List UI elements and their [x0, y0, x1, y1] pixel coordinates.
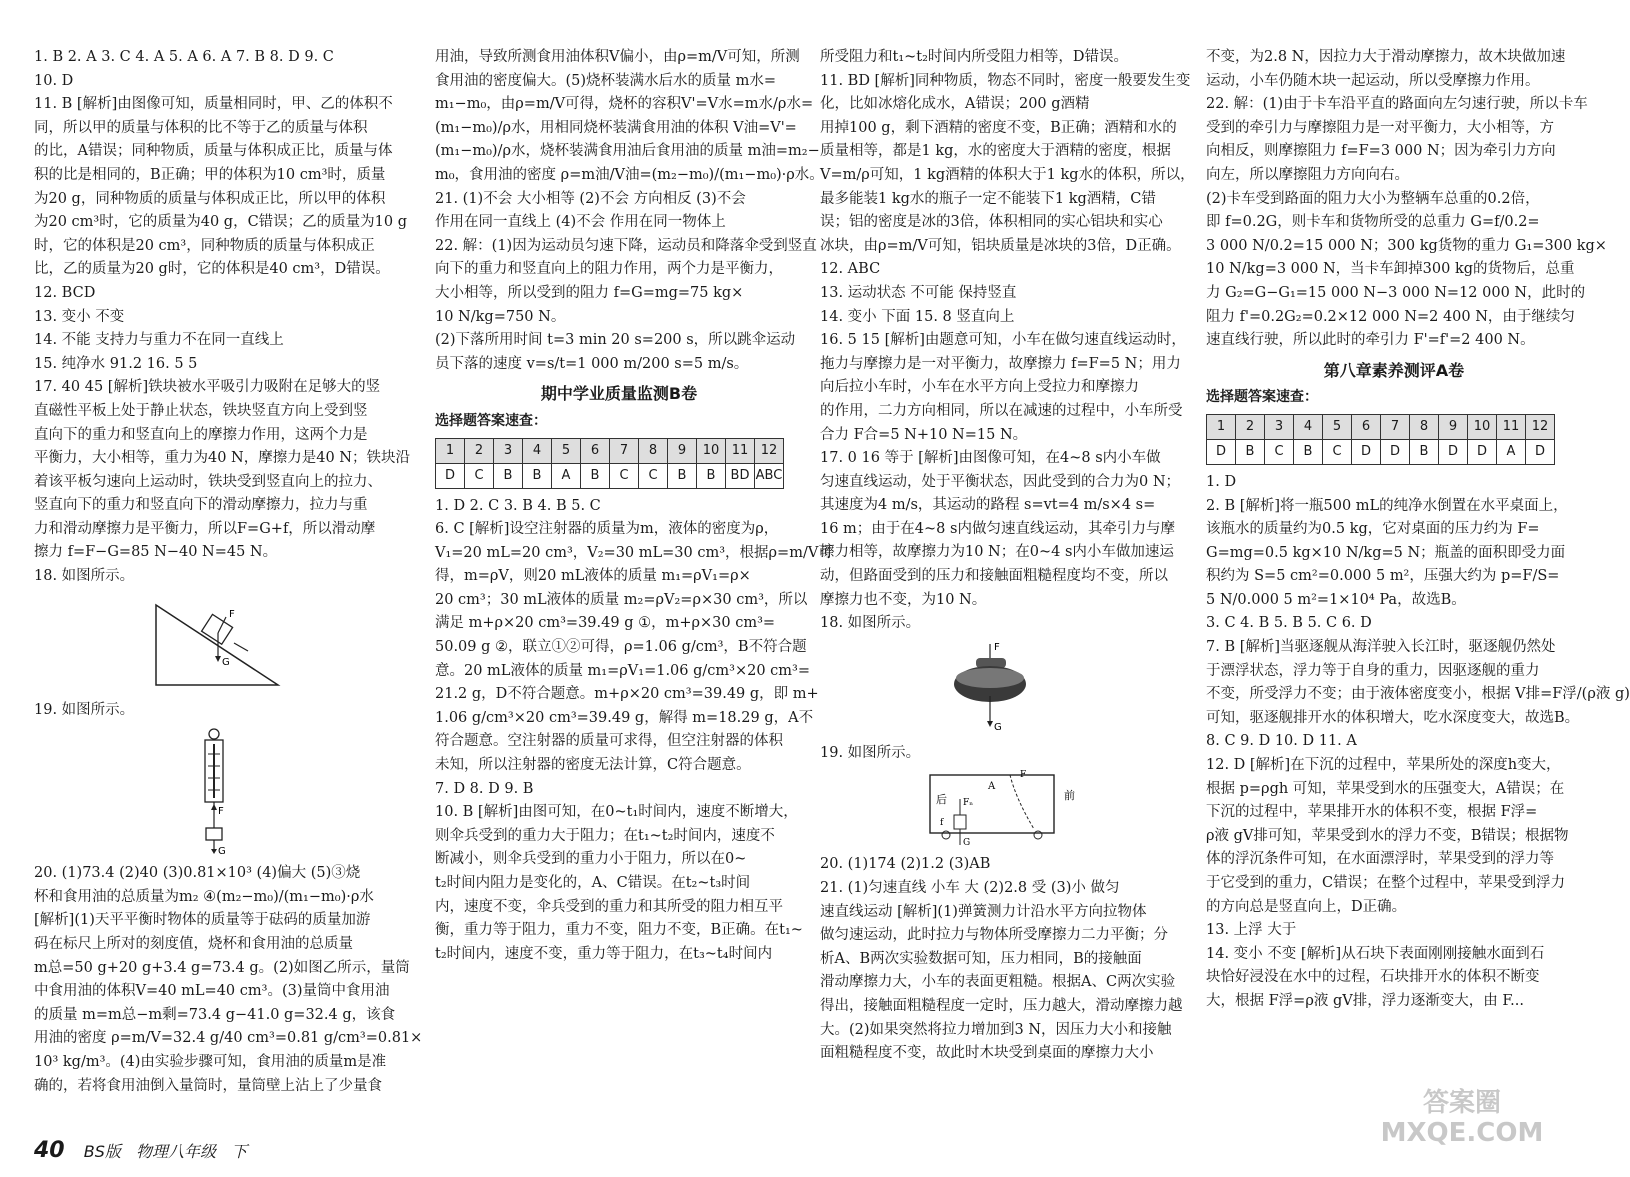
- text-line: 18. 如图所示。: [34, 568, 135, 585]
- figure-18-incline: [34, 593, 416, 693]
- page-number: 40: [34, 1138, 65, 1163]
- text-line: t₂时间内阻力是变化的，A、C错误。在t₂~t₃时间: [435, 875, 751, 891]
- svg-text:F: F: [218, 806, 224, 818]
- text-line: 直向下的重力和竖直向上的摩擦力作用，这两个力是: [34, 426, 368, 443]
- column-3: [820, 46, 1195, 1126]
- text-line: ρ液 gV排可知，苹果受到水的浮力不变，B错误；根据物: [1206, 827, 1569, 844]
- text-line: G=mg=0.5 kg×10 N/kg=5 N；瓶盖的面积即受力面: [1206, 544, 1566, 561]
- label-f: F: [1020, 770, 1027, 781]
- text-line: 向后拉小车时，小车在水平方向上受拉力和摩擦力: [820, 379, 1139, 396]
- text-line: 该瓶水的质量约为0.5 kg，它对桌面的压力约为 F=: [1206, 521, 1540, 538]
- svg-text:G: G: [218, 846, 226, 858]
- text-line: 的方向总是竖直向上，D正确。: [1206, 898, 1407, 915]
- answer-cell: 6: [1352, 414, 1381, 439]
- text-line: 3. C 4. B 5. B 5. C 6. D: [1206, 615, 1372, 632]
- column-4: [1206, 46, 1630, 1126]
- answer-cell: D: [436, 463, 465, 488]
- text-line: 做匀速运动，此时拉力与物体所受摩擦力二力平衡；分: [820, 927, 1168, 944]
- text-line: 中食用油的体积V=40 mL=40 cm³。(3)量筒中食用油: [34, 983, 390, 1000]
- text-line: m₀，食用油的密度 ρ=m油/V油=(m₂−m₀)/(m₁−m₀)·ρ水。: [435, 166, 824, 183]
- text-line: 10 N/kg=3 000 N，当卡车卸掉300 kg的货物后，总重: [1206, 261, 1575, 278]
- label-g: G: [963, 838, 971, 849]
- answer-quick-check-label: 选择题答案速查：: [435, 412, 547, 429]
- text-line: m总=50 g+20 g+3.4 g=73.4 g。(2)如图乙所示，量筒: [34, 959, 410, 976]
- text-line: 即 f=0.2G，则卡车和货物所受的总重力 G=f/0.2=: [1206, 214, 1540, 231]
- answer-cell: BD: [726, 463, 755, 488]
- text-line: 10 N/kg=750 N。: [435, 308, 566, 325]
- text-line: 20. (1)73.4 (2)40 (3)0.81×10³ (4)偏大 (5)③烧: [34, 865, 361, 882]
- text-line: 冰块，由ρ=m/V可知，铝块质量是冰块的3倍，D正确。: [820, 237, 1181, 254]
- answer-cell: C: [465, 463, 494, 488]
- figure-19-spring-scale: [34, 726, 416, 856]
- column-1: [34, 46, 423, 1126]
- text-line: 向左，所以摩擦阻力方向向右。: [1206, 166, 1409, 183]
- spring-scale-diagram: [34, 726, 416, 856]
- text-line: 析A、B两次实验数据可知，压力相同，B的接触面: [820, 950, 1142, 967]
- text-line: 1. D 2. C 3. B 4. B 5. C: [435, 497, 601, 514]
- text-line: 17. 40 45 [解析]铁块被水平吸引力吸附在足够大的竖: [34, 379, 381, 396]
- text-line: m₁−m₀，由ρ=m/V可得，烧杯的容积V'=V水=m水/ρ水=: [435, 96, 814, 113]
- text-line: 14. 变小 不变 [解析]从石块下表面刚刚接触水面到石: [1206, 945, 1545, 962]
- answer-table-ch8-a: [1206, 414, 1555, 465]
- label-fn: Fₙ: [963, 798, 974, 809]
- text-line: 化，比如冰熔化成水，A错误；200 g酒精: [820, 96, 1090, 113]
- answer-cell: 8: [1410, 414, 1439, 439]
- text-line: 运动，小车仍随木块一起运动，所以受摩擦力作用。: [1206, 72, 1540, 89]
- section-title-ch8-a: 第八章素养测评A卷: [1323, 360, 1465, 380]
- text-line: 12. ABC: [820, 261, 881, 278]
- text-line: 13. 变小 不变: [34, 308, 125, 325]
- text-line: 擦力 f=F−G=85 N−40 N=45 N。: [34, 544, 278, 561]
- text-line: 阻力 f'=0.2G₂=0.2×12 000 N=2 400 N，由于继续匀: [1206, 308, 1575, 325]
- text-line: 着该平板匀速向上运动时，铁块受到竖直向上的拉力、: [34, 473, 382, 490]
- text-line: 15. 纯净水 91.2 16. 5 5: [34, 355, 198, 372]
- svg-text:G: G: [222, 656, 230, 668]
- answer-cell: 3: [494, 438, 523, 463]
- text-line: 5 N/0.000 5 m²=1×10⁴ Pa，故选B。: [1206, 591, 1466, 608]
- answer-cell: B: [1410, 439, 1439, 464]
- answer-cell: 2: [1236, 414, 1265, 439]
- text-line: 摩擦力也不变，为10 N。: [820, 591, 987, 608]
- svg-text:答案圈: 答案圈: [1422, 1088, 1502, 1118]
- text-line: 杯和食用油的总质量为m₂ ④(m₂−m₀)/(m₁−m₀)·ρ水: [34, 888, 374, 905]
- text-line: 最多能装1 kg水的瓶子一定不能装下1 kg酒精，C错: [820, 190, 1156, 207]
- answer-cell: 2: [465, 438, 494, 463]
- section-title-midterm-b: 期中学业质量监测B卷: [540, 384, 698, 404]
- text-line: 21.2 g，D不符合题意。m+ρ×20 cm³=39.49 g，即 m+: [435, 686, 819, 703]
- answer-cell: 9: [668, 438, 697, 463]
- answer-cell: 5: [552, 438, 581, 463]
- answer-cell: 3: [1265, 414, 1294, 439]
- text-line: 受到的牵引力与摩擦阻力是一对平衡力，大小相等，方: [1206, 119, 1554, 136]
- edition-label: BS版: [83, 1142, 121, 1161]
- answer-cell: 5: [1323, 414, 1352, 439]
- answer-cell: C: [610, 463, 639, 488]
- svg-text:F: F: [229, 608, 235, 620]
- text-line: 时，它的体积是20 cm³，同种物质的质量与体积成正: [34, 237, 375, 254]
- answer-cell: 11: [726, 438, 755, 463]
- text-line: 同，所以甲的质量与体积的比不等于乙的质量与体积: [34, 119, 368, 136]
- text-line: 用掉100 g，剩下酒精的密度不变，B正确；酒精和水的: [820, 119, 1177, 136]
- q19-label: 19. 如图所示。: [34, 701, 135, 718]
- volume-label: 下: [231, 1142, 248, 1161]
- page-footer: [34, 1138, 257, 1163]
- answer-cell: 11: [1497, 414, 1526, 439]
- text-line: 20. (1)174 (2)1.2 (3)AB: [820, 856, 991, 873]
- figure-19-cart: [820, 769, 1184, 847]
- text-line: 不变，所受浮力不变；由于液体密度变小，根据 V排=F浮/(ρ液 g): [1206, 686, 1630, 703]
- answer-cell: A: [552, 463, 581, 488]
- text-line: (m₁−m₀)/ρ水，用相同烧杯装满食用油的体积 V油=V'=: [435, 119, 797, 136]
- answer-cell: C: [639, 463, 668, 488]
- svg-text:G: G: [994, 721, 1002, 733]
- text-line: 滑动摩擦力大，小车的表面更粗糙。根据A、C两次实验: [820, 974, 1176, 991]
- text-line: 14. 变小 下面 15. 8 竖直向上: [820, 308, 1015, 325]
- answer-cell: 6: [581, 438, 610, 463]
- answer-cell: 8: [639, 438, 668, 463]
- text-line: 员下落的速度 v=s/t=1 000 m/200 s=5 m/s。: [435, 355, 749, 372]
- text-line: 1. D: [1206, 473, 1237, 490]
- answer-cell: D: [1439, 439, 1468, 464]
- text-line: 内，速度不变，伞兵受到的重力和其所受的阻力相互平: [435, 898, 783, 915]
- answer-cell: B: [697, 463, 726, 488]
- text-line: 16. 5 15 [解析]由题意可知，小车在做匀速直线运动时，: [820, 332, 1186, 349]
- text-line: 21. (1)匀速直线 小车 大 (2)2.8 受 (3)小 做匀: [820, 880, 1120, 897]
- answer-cell: B: [523, 463, 552, 488]
- text-line: 码在标尺上所对的刻度值，烧杯和食用油的总质量: [34, 936, 353, 953]
- text-line: 用油，导致所测食用油体积V偏小，由ρ=m/V可知，所测: [435, 49, 800, 65]
- answer-cell: D: [1381, 439, 1410, 464]
- text-line: V=m/ρ可知，1 kg酒精的体积大于1 kg水的体积，所以，: [820, 166, 1195, 183]
- text-line: 质量相等，都是1 kg，水的密度大于酒精的密度，根据: [820, 143, 1171, 160]
- text-line: 22. 解：(1)因为运动员匀速下降，运动员和降落伞受到竖直: [435, 237, 817, 254]
- answer-cell: 12: [755, 438, 784, 463]
- text-line: 17. 0 16 等于 [解析]由图像可知，在4~8 s内小车做: [820, 450, 1161, 467]
- curling-stone-diagram: [820, 640, 1184, 736]
- text-line: (2)卡车受到路面的阻力大小为整辆车总重的0.2倍，: [1206, 190, 1540, 207]
- answer-cell: B: [668, 463, 697, 488]
- answer-cell: 1: [1207, 414, 1236, 439]
- answer-cell: C: [1323, 439, 1352, 464]
- figure-18-curling-stone: [820, 640, 1184, 736]
- svg-text:MXQE.COM: MXQE.COM: [1380, 1118, 1544, 1148]
- text-line: 22. 解：(1)由于卡车沿平直的路面向左匀速行驶，所以卡车: [1206, 96, 1588, 113]
- text-line: 的质量 m=m总−m剩=73.4 g−41.0 g=32.4 g，该食: [34, 1006, 396, 1023]
- answer-cell: 1: [436, 438, 465, 463]
- text-line: 断减小，则伞兵受到的重力小于阻力，所以在0~: [435, 851, 747, 868]
- text-line: 8. C 9. D 10. D 11. A: [1206, 733, 1357, 750]
- text-line: 13. 运动状态 不可能 保持竖直: [820, 284, 1017, 301]
- text-line: 拖力与摩擦力是一对平衡力，故摩擦力 f=F=5 N；用力: [820, 355, 1181, 372]
- text-line: 的作用，二力方向相同，所以在减速的过程中，小车所受: [820, 402, 1183, 419]
- text-line: 不变，为2.8 N，因拉力大于滑动摩擦力，故木块做加速: [1206, 49, 1566, 65]
- text-line: 衡，重力等于阻力，重力不变，阻力不变，B正确。在t₁~: [435, 922, 803, 939]
- text-line: 积约为 S=5 cm²=0.000 5 m²，压强大约为 p=F/S=: [1206, 568, 1560, 585]
- text-line: 竖直向下的重力和竖直向下的滑动摩擦力，拉力与重: [34, 497, 368, 514]
- text-line: 为20 g，同种物质的质量与体积成正比，所以甲的体积: [34, 190, 386, 207]
- answer-cell: B: [494, 463, 523, 488]
- text-line: 2. B [解析]将一瓶500 mL的纯净水倒置在水平桌面上，: [1206, 497, 1568, 514]
- text-line: 得出，接触面粗糙程度一定时，压力越大，滑动摩擦力越: [820, 998, 1183, 1014]
- svg-text:F: F: [994, 641, 1000, 653]
- text-line: 11. BD [解析]同种物质，物态不同时，密度一般要发生变: [820, 72, 1191, 89]
- text-line: 误；铝的密度是冰的3倍，体积相同的实心铝块和实心: [820, 214, 1163, 231]
- text-line: 根据 p=ρgh 可知，苹果受到水的压强变大，A错误；在: [1206, 780, 1565, 797]
- answer-cell: B: [1236, 439, 1265, 464]
- text-line: 面粗糙程度不变，故此时木块受到桌面的摩擦力大小: [820, 1045, 1154, 1062]
- text-line: 作用在同一直线上 (4)不会 作用在同一物体上: [435, 214, 726, 231]
- text-line: 速直线运动 [解析](1)弹簧测力计沿水平方向拉物体: [820, 903, 1147, 920]
- text-line: 向相反，则摩擦阻力 f=F=3 000 N；因为牵引力方向: [1206, 143, 1556, 160]
- answer-cell: 10: [697, 438, 726, 463]
- text-line: 直磁性平板上处于静止状态，铁块竖直方向上受到竖: [34, 402, 368, 419]
- text-line: 为20 cm³时，它的质量为40 g，C错误；乙的质量为10 g: [34, 214, 408, 231]
- label-friction: f: [940, 818, 944, 829]
- answer-quick-check-label-ch8: 选择题答案速查：: [1206, 389, 1318, 406]
- text-line: 积的比是相同的，B正确；甲的体积为10 cm³时，质量: [34, 166, 386, 183]
- text-line: 10. D: [34, 72, 74, 89]
- text-line: 向下的重力和竖直向上的阻力作用，两个力是平衡力，: [435, 261, 783, 278]
- text-line: 动，但路面受到的压力和接触面粗糙程度均不变，所以: [820, 568, 1168, 585]
- text-line: 大小相等，所以受到的阻力 f=G=mg=75 kg×: [435, 284, 744, 301]
- text-line: 所受阻力和t₁~t₂时间内所受阻力相等，D错误。: [820, 49, 1129, 65]
- answer-cell: 12: [1526, 414, 1555, 439]
- text-line: 3 000 N/0.2=15 000 N；300 kg货物的重力 G₁=300 kg×: [1206, 237, 1607, 254]
- text-line: 意。20 mL液体的质量 m₁=ρV₁=1.06 g/cm³×20 cm³=: [435, 662, 811, 679]
- text-line: V₁=20 mL=20 cm³，V₂=30 mL=30 cm³，根据ρ=m/V可: [435, 544, 833, 561]
- answer-cell: 10: [1468, 414, 1497, 439]
- text-line: 其速度为4 m/s，其运动的路程 s=vt=4 m/s×4 s=: [820, 497, 1156, 514]
- text-line: t₂时间内，速度不变，重力等于阻力，在t₃~t₄时间内: [435, 945, 773, 962]
- text-line: 于漂浮状态，浮力等于自身的重力，因驱逐舰的重力: [1206, 662, 1540, 679]
- answer-cell: D: [1526, 439, 1555, 464]
- text-line: 可知，驱逐舰排开水的体积增大，吃水深度变大，故选B。: [1206, 709, 1580, 726]
- text-line: 的比，A错误；同种物质，质量与体积成正比，质量与体: [34, 143, 393, 160]
- text-line: 21. (1)不会 大小相等 (2)不会 方向相反 (3)不会: [435, 190, 746, 207]
- answer-cell: 4: [523, 438, 552, 463]
- cart-diagram: [820, 769, 1184, 847]
- text-line: 7. D 8. D 9. B: [435, 780, 534, 797]
- text-line: 12. BCD: [34, 284, 96, 301]
- text-line: 平衡力，大小相等，重力为40 N，摩擦力是40 N；铁块沿: [34, 450, 410, 467]
- text-line: 满足 m+ρ×20 cm³=39.49 g ①，m+ρ×30 cm³=: [435, 615, 776, 632]
- answer-cell: 7: [610, 438, 639, 463]
- text-line: 速直线行驶，所以此时的牵引力 F'=f'=2 400 N。: [1206, 332, 1535, 349]
- text-line: 7. B [解析]当驱逐舰从海洋驶入长江时，驱逐舰仍然处: [1206, 639, 1556, 656]
- text-line: 确的，若将食用油倒入量筒时，量筒壁上沾上了少量食: [34, 1077, 382, 1094]
- text-line: 用油的密度 ρ=m/V=32.4 g/40 cm³=0.81 g/cm³=0.81×: [34, 1030, 423, 1047]
- answer-cell: D: [1352, 439, 1381, 464]
- text-line: 体的浮沉条件可知，在水面漂浮时，苹果受到的浮力等: [1206, 851, 1554, 868]
- text-line: 块恰好浸没在水中的过程，石块排开水的体积不断变: [1206, 969, 1540, 986]
- text-line: 则伞兵受到的重力大于阻力；在t₁~t₂时间内，速度不: [435, 827, 775, 844]
- text-line: 得，m=ρV，则20 mL液体的质量 m₁=ρV₁=ρ×: [435, 568, 751, 585]
- label-front: 前: [1064, 789, 1075, 803]
- text-line: 力 G₂=G−G₁=15 000 N−3 000 N=12 000 N，此时的: [1206, 284, 1586, 301]
- text-line: 下沉的过程中，苹果排开水的体积不变，根据 F浮=: [1206, 804, 1538, 821]
- text-line: 大。(2)如果突然将拉力增加到3 N，因压力大小和接触: [820, 1021, 1172, 1038]
- text-line: [解析](1)天平平衡时物体的质量等于砝码的质量加游: [34, 912, 371, 929]
- text-line: 未知，所以注射器的密度无法计算，C符合题意。: [435, 757, 751, 774]
- label-a: A: [988, 781, 996, 793]
- subject-label: 物理八年级: [135, 1142, 216, 1161]
- text-line: 擦力相等，故摩擦力为10 N；在0~4 s内小车做加速运: [820, 544, 1174, 561]
- answer-table-midterm-b: [435, 438, 784, 489]
- column-2: [435, 46, 833, 1126]
- text-line: (2)下落所用时间 t=3 min 20 s=200 s，所以跳伞运动: [435, 332, 796, 349]
- text-line: 18. 如图所示。: [820, 615, 921, 632]
- text-line: (m₁−m₀)/ρ水，烧杯装满食用油后食用油的质量 m油=m₂−: [435, 143, 820, 160]
- text-line: 50.09 g ②，联立①②可得，ρ=1.06 g/cm³，B不符合题: [435, 639, 807, 656]
- answer-cell: ABC: [755, 463, 784, 488]
- text-line: 食用油的密度偏大。(5)烧杯装满水后水的质量 m水=: [435, 72, 777, 89]
- text-line: 合力 F合=5 N+10 N=15 N。: [820, 426, 1028, 443]
- answer-cell: D: [1207, 439, 1236, 464]
- site-watermark-logo: [1352, 1081, 1572, 1151]
- text-line: 10³ kg/m³。(4)由实验步骤可知，食用油的质量m是准: [34, 1054, 387, 1070]
- text-line: 13. 上浮 大于: [1206, 922, 1297, 939]
- text-line: 6. C [解析]设空注射器的质量为m，液体的密度为ρ，: [435, 521, 779, 538]
- text-line: 16 m；由于在4~8 s内做匀速直线运动，其牵引力与摩: [820, 520, 1175, 537]
- text-line: 1. B 2. A 3. C 4. A 5. A 6. A 7. B 8. D 9. C: [34, 49, 334, 65]
- text-line: 匀速直线运动，处于平衡状态，因此受到的合力为0 N；: [820, 473, 1181, 490]
- answer-cell: C: [1265, 439, 1294, 464]
- label-back: 后: [936, 793, 947, 807]
- text-line: 10. B [解析]由图可知，在0~t₁时间内，速度不断增大，: [435, 804, 798, 821]
- text-line: 大，根据 F浮=ρ液 gV排，浮力逐渐变大，由 F...: [1206, 992, 1524, 1009]
- text-line: 20 cm³；30 mL液体的质量 m₂=ρV₂=ρ×30 cm³，所以: [435, 591, 808, 608]
- answer-cell: B: [581, 463, 610, 488]
- text-line: 1.06 g/cm³×20 cm³=39.49 g，解得 m=18.29 g，A不: [435, 709, 814, 726]
- answer-cell: 9: [1439, 414, 1468, 439]
- text-line: 于它受到的重力，C错误；在整个过程中，苹果受到浮力: [1206, 875, 1566, 891]
- answer-cell: 4: [1294, 414, 1323, 439]
- text-line: 11. B [解析]由图像可知，质量相同时，甲、乙的体积不: [34, 96, 393, 113]
- text-line: 符合题意。空注射器的质量可求得，但空注射器的体积: [435, 733, 783, 750]
- answer-cell: A: [1497, 439, 1526, 464]
- incline-diagram: [34, 593, 416, 693]
- q19-label-col3: 19. 如图所示。: [820, 744, 921, 761]
- text-line: 力和滑动摩擦力是平衡力，所以F=G+f，所以滑动摩: [34, 520, 376, 537]
- text-line: 14. 不能 支持力与重力不在同一直线上: [34, 332, 284, 349]
- text-line: 比，乙的质量为20 g时，它的体积是40 cm³，D错误。: [34, 261, 390, 278]
- answer-cell: B: [1294, 439, 1323, 464]
- answer-cell: 7: [1381, 414, 1410, 439]
- text-line: 12. D [解析]在下沉的过程中，苹果所处的深度h变大，: [1206, 757, 1561, 774]
- answer-cell: D: [1468, 439, 1497, 464]
